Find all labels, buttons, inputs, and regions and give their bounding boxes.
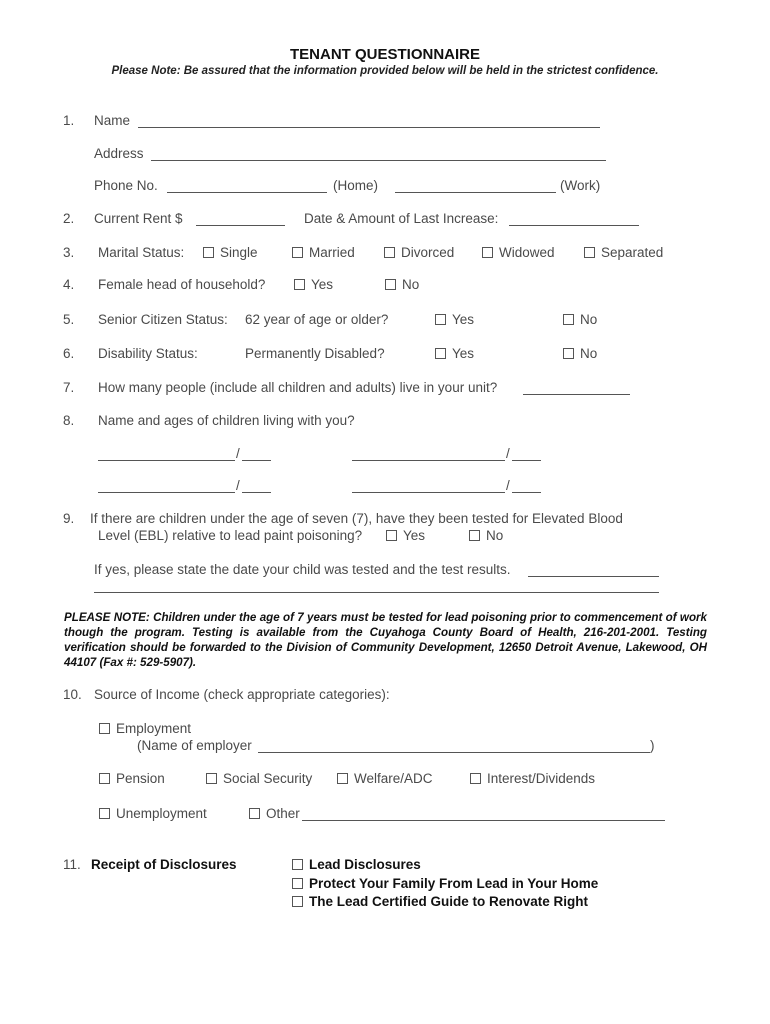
work-label: (Work) xyxy=(560,178,601,193)
option-label: No xyxy=(580,312,598,327)
marital-married-option[interactable] xyxy=(292,245,355,260)
child-name-field[interactable] xyxy=(352,492,505,493)
checkbox-icon[interactable] xyxy=(584,247,595,258)
address-label: Address xyxy=(94,146,144,161)
checkbox-icon[interactable] xyxy=(469,530,480,541)
household-count-label: How many people (include all children and adults) live in your unit? xyxy=(98,380,498,395)
name-age-separator: / xyxy=(236,446,240,461)
q1-number: 1. xyxy=(63,113,75,128)
home-phone-field[interactable] xyxy=(167,192,327,193)
option-label: Interest/Dividends xyxy=(487,771,596,786)
female-head-no-option[interactable] xyxy=(385,277,419,292)
test-results-label: If yes, please state the date your child was tested and the test results. xyxy=(94,562,511,577)
marital-divorced-option[interactable] xyxy=(384,245,454,260)
checkbox-icon[interactable] xyxy=(292,878,303,889)
option-label: Yes xyxy=(403,528,426,543)
last-increase-label: Date & Amount of Last Increase: xyxy=(304,211,499,226)
q9-number: 9. xyxy=(63,511,75,526)
income-unemployment-option[interactable] xyxy=(99,806,207,821)
option-label: Separated xyxy=(601,245,664,260)
q10-number: 10. xyxy=(63,687,82,702)
ebl-question-line1: If there are children under the age of seven (7), have they been tested for Elevated Blood xyxy=(90,511,623,526)
q8-number: 8. xyxy=(63,413,75,428)
checkbox-icon[interactable] xyxy=(435,348,446,359)
senior-age-question: 62 year of age or older? xyxy=(245,312,389,327)
marital-separated-option[interactable] xyxy=(584,245,663,260)
checkbox-icon[interactable] xyxy=(206,773,217,784)
checkbox-icon[interactable] xyxy=(563,348,574,359)
option-label: Single xyxy=(220,245,258,260)
income-interest-option[interactable] xyxy=(470,771,595,786)
child-age-field[interactable] xyxy=(242,492,271,493)
checkbox-icon[interactable] xyxy=(99,773,110,784)
option-label: Married xyxy=(309,245,355,260)
option-label: No xyxy=(486,528,504,543)
income-social-security-option[interactable] xyxy=(206,771,312,786)
q7-number: 7. xyxy=(63,380,75,395)
name-field[interactable] xyxy=(138,127,600,128)
checkbox-icon[interactable] xyxy=(386,530,397,541)
name-age-separator: / xyxy=(506,446,510,461)
ebl-yes-option[interactable] xyxy=(386,528,425,543)
last-increase-field[interactable] xyxy=(509,225,639,226)
disclosures-label: Receipt of Disclosures xyxy=(91,857,237,872)
test-results-field[interactable] xyxy=(528,576,659,577)
child-age-field[interactable] xyxy=(242,460,271,461)
home-label: (Home) xyxy=(333,178,379,193)
option-label: Pension xyxy=(116,771,165,786)
current-rent-field[interactable] xyxy=(196,225,285,226)
option-label: No xyxy=(580,346,598,361)
option-label: Protect Your Family From Lead in Your Home xyxy=(309,876,599,891)
checkbox-icon[interactable] xyxy=(203,247,214,258)
option-label: Welfare/ADC xyxy=(354,771,433,786)
children-label: Name and ages of children living with you? xyxy=(98,413,355,428)
test-results-field-continued[interactable] xyxy=(94,592,659,593)
senior-status-label: Senior Citizen Status: xyxy=(98,312,228,327)
checkbox-icon[interactable] xyxy=(99,808,110,819)
income-welfare-option[interactable] xyxy=(337,771,433,786)
option-label: No xyxy=(402,277,420,292)
renovate-right-option[interactable] xyxy=(292,894,588,909)
checkbox-icon[interactable] xyxy=(337,773,348,784)
work-phone-field[interactable] xyxy=(395,192,556,193)
checkbox-icon[interactable] xyxy=(563,314,574,325)
employer-field[interactable] xyxy=(258,752,650,753)
q11-number: 11. xyxy=(63,857,81,872)
female-head-yes-option[interactable] xyxy=(294,277,333,292)
ebl-no-option[interactable] xyxy=(469,528,503,543)
senior-yes-option[interactable] xyxy=(435,312,474,327)
checkbox-icon[interactable] xyxy=(292,859,303,870)
other-income-field[interactable] xyxy=(302,820,665,821)
lead-disclosures-option[interactable] xyxy=(292,857,421,872)
q4-number: 4. xyxy=(63,277,75,292)
marital-widowed-option[interactable] xyxy=(482,245,555,260)
q5-number: 5. xyxy=(63,312,75,327)
child-age-field[interactable] xyxy=(512,460,541,461)
disability-yes-option[interactable] xyxy=(435,346,474,361)
ebl-question-line2: Level (EBL) relative to lead paint poisoning? xyxy=(98,528,363,543)
income-other-option[interactable] xyxy=(249,806,300,821)
disability-no-option[interactable] xyxy=(563,346,597,361)
child-name-field[interactable] xyxy=(98,460,235,461)
lead-testing-notice: PLEASE NOTE: Children under the age of 7 years must be tested for lead poisoning prior to commencement of work though the program. Testing is available from the Cuyahoga County Board of Health, 216-201-2001. Testing verification should be forwarded to the Division of Community Development, 12650 Detroit Avenue, Lakewood, OH 44107 (Fax #: 529-5907). xyxy=(64,611,707,669)
disability-question: Permanently Disabled? xyxy=(245,346,385,361)
address-field[interactable] xyxy=(151,160,606,161)
option-label: Divorced xyxy=(401,245,455,260)
page-title: TENANT QUESTIONNAIRE xyxy=(289,46,480,63)
income-pension-option[interactable] xyxy=(99,771,165,786)
child-name-field[interactable] xyxy=(98,492,235,493)
confidentiality-note: Please Note: Be assured that the information provided below will be held in the strictest confidence. xyxy=(111,65,659,77)
checkbox-icon[interactable] xyxy=(384,247,395,258)
senior-no-option[interactable] xyxy=(563,312,597,327)
q6-number: 6. xyxy=(63,346,75,361)
option-label: Unemployment xyxy=(116,806,207,821)
option-label: Employment xyxy=(116,721,192,736)
marital-status-label: Marital Status: xyxy=(98,245,185,260)
phone-label: Phone No. xyxy=(94,178,158,193)
checkbox-icon[interactable] xyxy=(482,247,493,258)
name-label: Name xyxy=(94,113,131,128)
income-employment-option[interactable] xyxy=(99,721,191,736)
checkbox-icon[interactable] xyxy=(249,808,260,819)
employer-label: (Name of employer xyxy=(137,738,252,753)
checkbox-icon[interactable] xyxy=(99,723,110,734)
name-age-separator: / xyxy=(236,478,240,493)
child-name-field[interactable] xyxy=(352,460,505,461)
checkbox-icon[interactable] xyxy=(292,896,303,907)
female-head-label: Female head of household? xyxy=(98,277,266,292)
income-source-label: Source of Income (check appropriate categories): xyxy=(94,687,390,702)
option-label: Yes xyxy=(452,312,475,327)
checkbox-icon[interactable] xyxy=(470,773,481,784)
q2-number: 2. xyxy=(63,211,75,226)
option-label: Social Security xyxy=(223,771,313,786)
marital-single-option[interactable] xyxy=(203,245,258,260)
option-label: Yes xyxy=(452,346,475,361)
current-rent-label: Current Rent $ xyxy=(94,211,183,226)
checkbox-icon[interactable] xyxy=(294,279,305,290)
checkbox-icon[interactable] xyxy=(385,279,396,290)
option-label: Widowed xyxy=(499,245,555,260)
checkbox-icon[interactable] xyxy=(435,314,446,325)
protect-family-option[interactable] xyxy=(292,876,598,891)
option-label: Yes xyxy=(311,277,334,292)
option-label: The Lead Certified Guide to Renovate Right xyxy=(309,894,589,909)
q3-number: 3. xyxy=(63,245,75,260)
child-age-field[interactable] xyxy=(512,492,541,493)
option-label: Lead Disclosures xyxy=(309,857,421,872)
household-count-field[interactable] xyxy=(523,394,630,395)
name-age-separator: / xyxy=(506,478,510,493)
disability-status-label: Disability Status: xyxy=(98,346,198,361)
employer-close-paren: ) xyxy=(650,738,655,753)
option-label: Other xyxy=(266,806,300,821)
checkbox-icon[interactable] xyxy=(292,247,303,258)
